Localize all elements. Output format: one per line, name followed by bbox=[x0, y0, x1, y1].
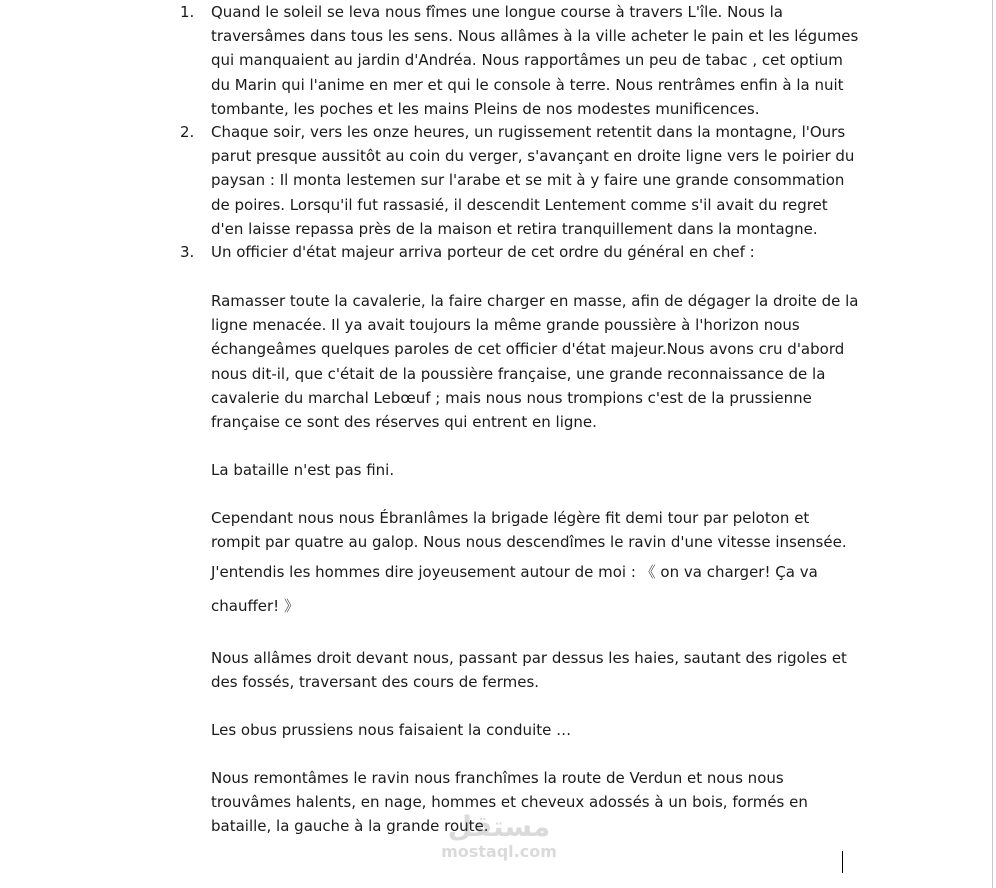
text-line: rompit par quatre au galop. Nous nous descendîmes le ravin d'une vitesse insensée. bbox=[211, 533, 847, 552]
watermark-logo bbox=[437, 812, 561, 872]
text-line: d'en laisse repassa près de la maison et retira tranquillement dans la montagne. bbox=[211, 219, 818, 238]
paragraph bbox=[211, 458, 851, 482]
list-item bbox=[180, 0, 859, 121]
list-number: 1. bbox=[180, 3, 195, 21]
text-line: des fossés, traversant des cours de fermes. bbox=[211, 673, 540, 692]
paragraph bbox=[211, 646, 851, 694]
watermark-arabic: مستقل bbox=[447, 810, 551, 843]
text-line: paysan : Il monta lestemen sur l'arabe et se mit à y faire une grande consommation bbox=[211, 171, 845, 190]
paragraph bbox=[211, 289, 859, 434]
text-line: ligne menacée. Il ya avait toujours la même grande poussière à l'horizon nous bbox=[211, 316, 800, 335]
text-line: nous dit-il, que c'était de la poussière française, une grande reconnaissance de la bbox=[211, 364, 826, 383]
text-line: Nous remontâmes le ravin nous franchîmes la route de Verdun et nous nous bbox=[211, 769, 784, 787]
text-line: cavalerie du marchal Lebœuf ; mais nous nous trompions c'est de la prussienne bbox=[211, 388, 812, 407]
text-line: échangeâmes quelques paroles de cet officier d'état majeur.Nous avons cru d'abord bbox=[211, 340, 845, 359]
list-number: 2. bbox=[180, 123, 195, 141]
paragraph bbox=[211, 506, 851, 618]
paragraph bbox=[211, 718, 851, 742]
text-cursor bbox=[842, 851, 843, 873]
list-number: 3. bbox=[180, 243, 195, 261]
text-line: Les obus prussiens nous faisaient la conduite … bbox=[211, 721, 572, 739]
text-line: Chaque soir, vers les onze heures, un rugissement retentit dans la montagne, l'Ours bbox=[211, 123, 846, 141]
text-line: traversâmes dans tous les sens. Nous allâmes à la ville acheter le pain et les légumes bbox=[211, 27, 859, 46]
text-line: Cependant nous nous Ébranlâmes la brigade légère fit demi tour par peloton et bbox=[211, 509, 810, 527]
list-item bbox=[180, 120, 855, 241]
text-line: française ce sont des réserves qui entrent en ligne. bbox=[211, 413, 597, 432]
watermark-latin: mostaql.com bbox=[441, 842, 557, 861]
text-line: Ramasser toute la cavalerie, la faire charger en masse, afin de dégager la droite de la bbox=[211, 292, 859, 310]
text-line: qui manquaient au jardin d'Andréa. Nous rapportâmes un peu de tabac , cet optium bbox=[211, 51, 843, 70]
text-line: chauffer! 》 bbox=[211, 596, 299, 615]
text-line: Un officier d'état majeur arriva porteur de cet ordre du général en chef : bbox=[211, 243, 755, 261]
text-line: tombante, les poches et les mains Pleins de nos modestes munificences. bbox=[211, 99, 760, 118]
text-line: Nous allâmes droit devant nous, passant par dessus les haies, sautant des rigoles et bbox=[211, 649, 847, 667]
text-line: J'entendis les hommes dire joyeusement autour de moi : 《 on va charger! Ça va bbox=[211, 563, 818, 582]
text-line: Quand le soleil se leva nous fîmes une longue course à travers L'île. Nous la bbox=[211, 3, 783, 21]
text-line: bataille, la gauche à la grande route. bbox=[211, 817, 489, 836]
text-line: parut presque aussitôt au coin du verger, s'avançant en droite ligne vers le poirier du bbox=[211, 147, 855, 166]
text-line: du Marin qui l'anime en mer et qui le console à terre. Nous rentrâmes enfin à la nuit bbox=[211, 75, 844, 94]
list-item bbox=[180, 240, 851, 264]
text-line: trouvâmes halents, en nage, hommes et cheveux adossés à un bois, formés en bbox=[211, 793, 808, 812]
text-line: La bataille n'est pas fini. bbox=[211, 461, 395, 479]
text-line: de poires. Lorsqu'il fut rassasié, il descendit Lentement comme s'il avait du regret bbox=[211, 195, 828, 214]
